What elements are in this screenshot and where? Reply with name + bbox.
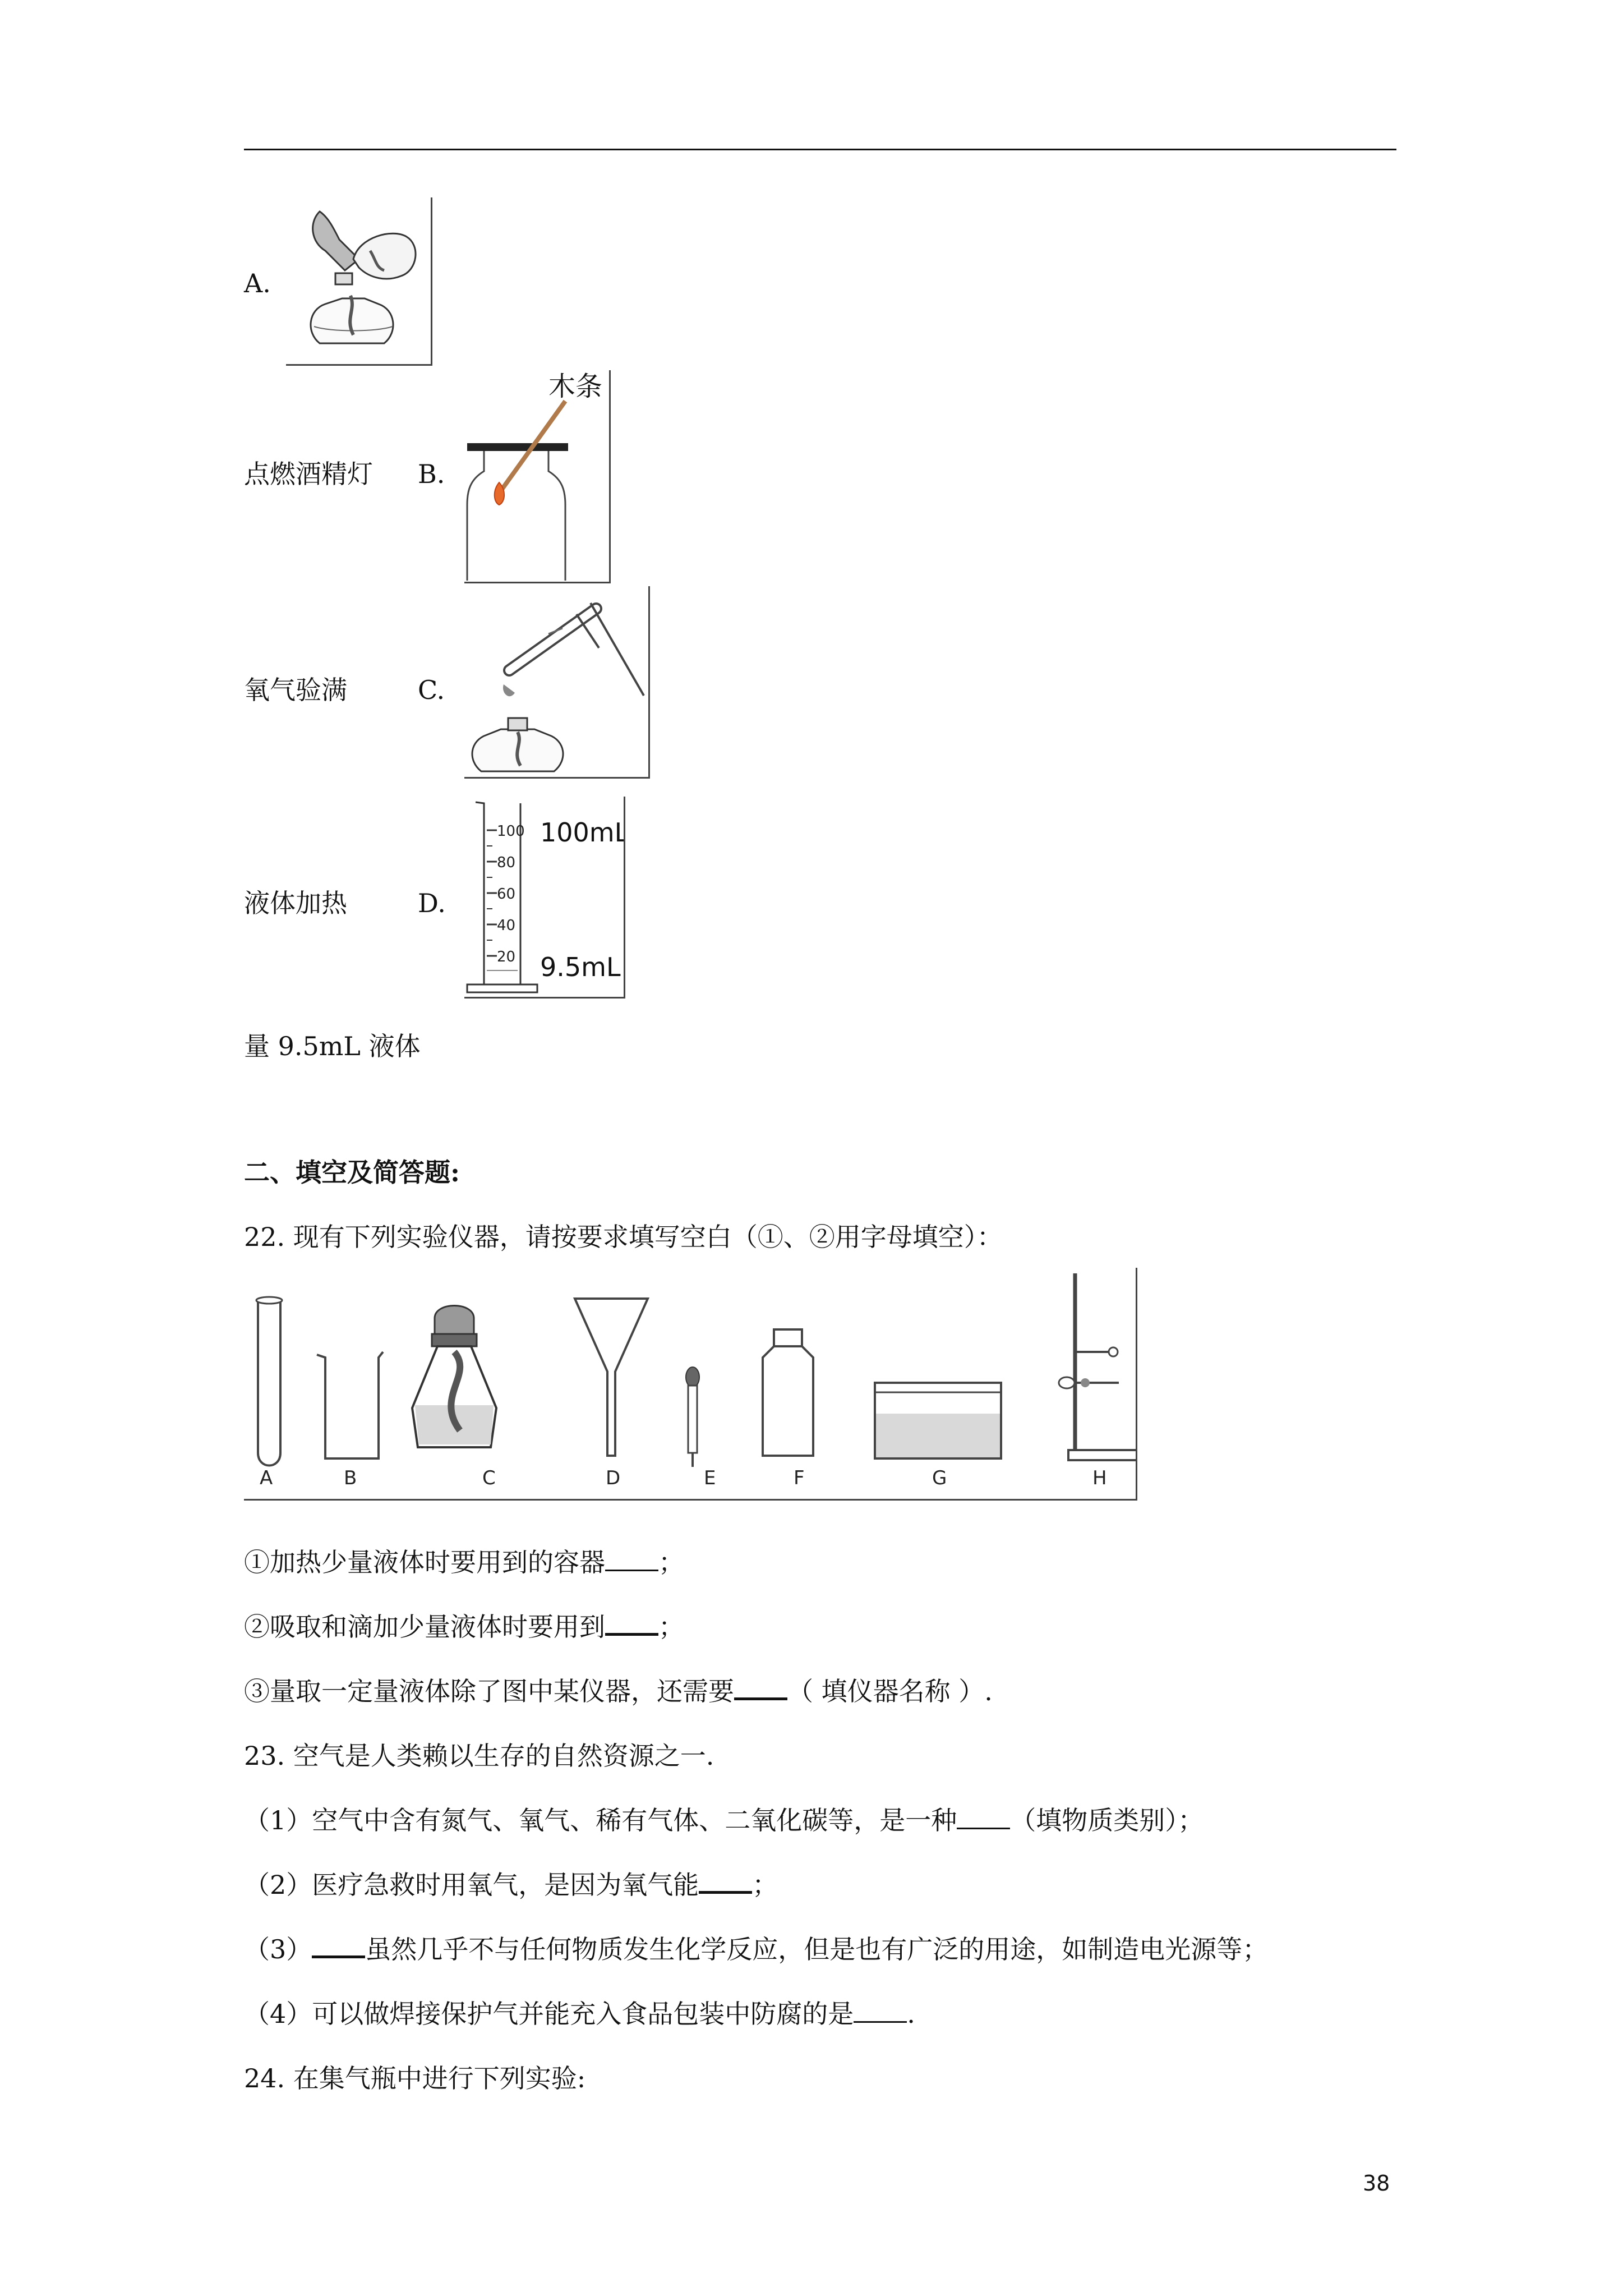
apparatus-labels: [244, 1467, 1136, 1498]
label-a: A: [260, 1467, 273, 1489]
q23-part-3: （3） 虽然几乎不与任何物质发生化学反应，但是也有广泛的用途，如制造电光源等；: [244, 1934, 1269, 1964]
option-a-figure: [286, 197, 432, 366]
oxygen-test-image: [464, 370, 609, 582]
option-c-letter: C.: [418, 675, 445, 705]
answer-blank[interactable]: [699, 1869, 752, 1894]
tick-20: 20: [497, 949, 516, 965]
section-title: 二、填空及简答题:: [244, 1157, 460, 1188]
option-d-figure: [464, 797, 625, 999]
q23-part-1: （1）空气中含有氮气、氧气、稀有气体、二氧化碳等，是一种 （填物质类别）；: [244, 1805, 1204, 1835]
option-a-letter: A.: [244, 268, 271, 298]
label-f: F: [794, 1467, 805, 1489]
option-d-figure-capacity: 100mL: [540, 817, 624, 848]
q22-stem: 22. 现有下列实验仪器，请按要求填写空白（①、②用字母填空）：: [244, 1222, 1003, 1252]
q22-item-1: ①加热少量液体时要用到的容器 ；: [244, 1547, 684, 1577]
label-h: H: [1092, 1467, 1107, 1489]
tick-80: 80: [497, 854, 516, 871]
tick-100: 100: [497, 823, 525, 840]
answer-blank[interactable]: [957, 1805, 1010, 1829]
label-d: D: [606, 1467, 621, 1489]
q23-stem: 23. 空气是人类赖以生存的自然资源之一.: [244, 1741, 714, 1771]
liquid-heating-image: [464, 586, 648, 777]
option-b-letter: B.: [418, 459, 445, 489]
answer-blank[interactable]: [605, 1547, 658, 1571]
answer-blank[interactable]: [605, 1611, 658, 1636]
answer-blank[interactable]: [312, 1933, 365, 1958]
q24-stem: 24. 在集气瓶中进行下列实验:: [244, 2063, 586, 2093]
option-d-figure-reading: 9.5mL: [540, 952, 621, 982]
option-d-letter: D.: [418, 888, 446, 918]
label-e: E: [704, 1467, 716, 1489]
option-b-figure: [464, 370, 611, 583]
option-c-figure: [464, 586, 650, 779]
lab-apparatus-image: [244, 1268, 1136, 1499]
graduated-cylinder-image: [464, 797, 624, 997]
tick-40: 40: [497, 917, 516, 934]
label-b: B: [344, 1467, 357, 1489]
page-number: 38: [1363, 2171, 1390, 2196]
alcohol-lamp-lighting-image: [286, 197, 431, 364]
option-b-figure-label: 木条: [548, 371, 603, 402]
label-g: G: [932, 1467, 947, 1489]
answer-blank[interactable]: [734, 1675, 787, 1700]
q22-item-3: ③量取一定量液体除了图中某仪器，还需要 （ 填仪器名称 ）.: [244, 1676, 993, 1706]
option-c-caption: 液体加热: [244, 888, 347, 918]
q22-item-2: ②吸取和滴加少量液体时要用到 ；: [244, 1612, 684, 1642]
q23-part-4: （4）可以做焊接保护气并能充入食品包装中防腐的是 .: [244, 1999, 915, 2029]
option-d-caption: 量 9.5mL 液体: [244, 1031, 421, 1061]
option-b-caption: 氧气验满: [244, 675, 347, 705]
q23-part-2: （2）医疗急救时用氧气，是因为氧气能 ；: [244, 1870, 778, 1900]
label-c: C: [482, 1467, 496, 1489]
option-a-caption: 点燃酒精灯: [244, 459, 373, 489]
q22-apparatus-figure: [244, 1268, 1137, 1501]
answer-blank[interactable]: [854, 1999, 907, 2023]
header-rule: [244, 149, 1396, 150]
tick-60: 60: [497, 886, 516, 903]
